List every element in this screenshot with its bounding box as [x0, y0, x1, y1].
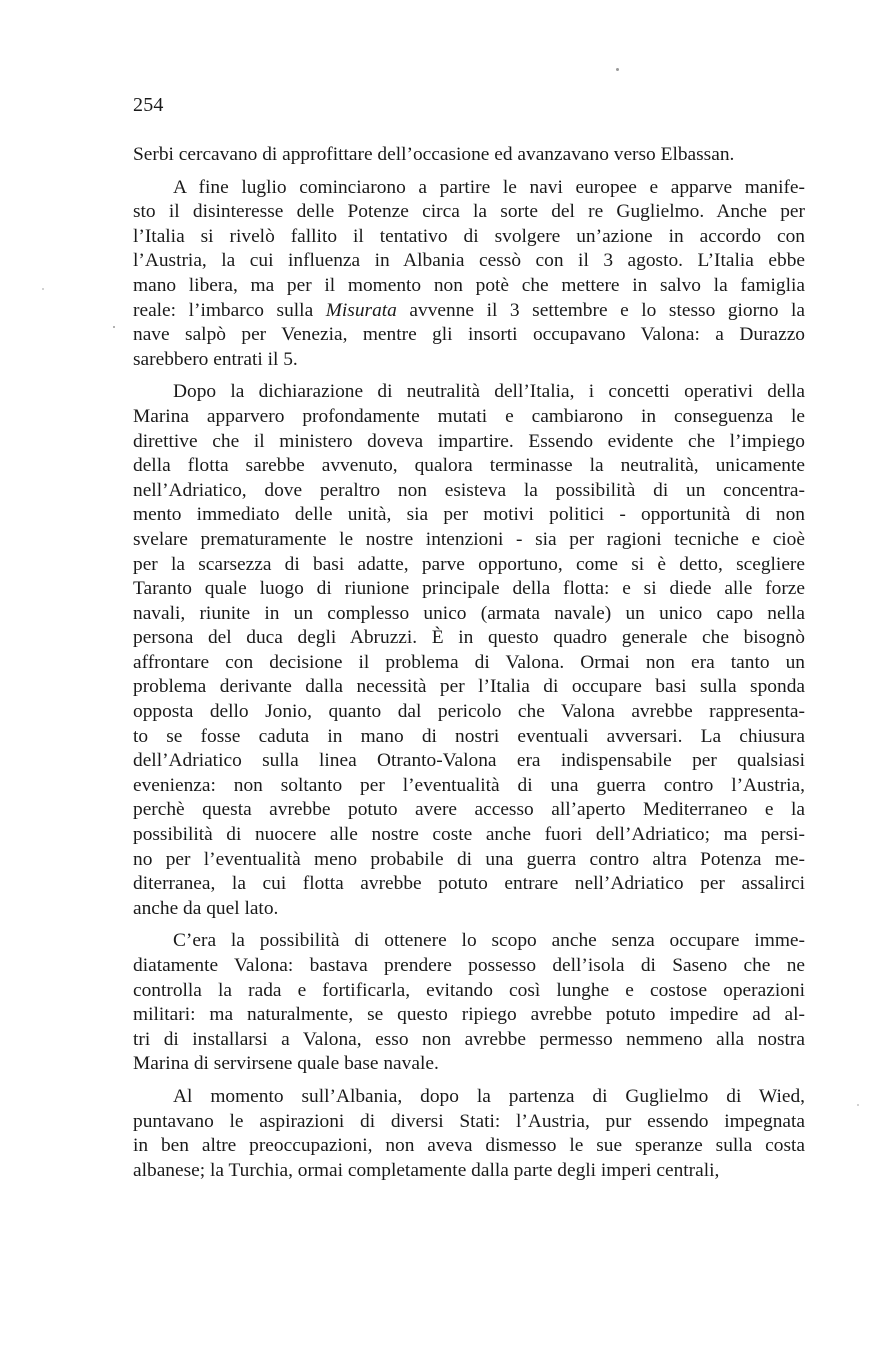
text-line: sarebbero entrati il 5. — [133, 348, 298, 370]
italic-ship-name: Misurata — [325, 299, 397, 321]
text-line: sto il disinteresse delle Potenze circa la sorte del re Guglielmo. Anche per — [133, 201, 805, 223]
paragraph — [133, 176, 805, 373]
text-line: possibilità di nuocere alle nostre coste anche fuori dell’Adriatico; ma persi- — [133, 824, 805, 846]
text-line: perchè questa avrebbe potuto avere accesso all’aperto Mediterraneo e la — [133, 799, 805, 821]
text-line: l’Austria, la cui influenza in Albania cessò con il 3 agosto. L’Italia ebbe — [133, 250, 805, 272]
text-line: to se fosse caduta in mano di nostri eventuali avversari. La chiusura — [133, 725, 805, 747]
page-number: 254 — [133, 94, 164, 116]
text-line: Al momento sull’Albania, dopo la partenza di Guglielmo di Wied, — [173, 1085, 805, 1107]
paragraph — [133, 380, 805, 921]
text-line: mento immediato delle unità, sia per motivi politici - opportunità di non — [133, 504, 805, 526]
text-line: direttive che il ministero doveva impartire. Essendo evidente che l’impiego — [133, 430, 805, 452]
text-line: controlla la rada e fortificarla, evitando così lunghe e costose operazioni — [133, 979, 805, 1001]
text-line: reale: l’imbarco sulla Misurata avvenne il 3 settembre e lo stesso giorno la — [133, 299, 806, 321]
text-line: tri di installarsi a Valona, esso non avrebbe permesso nemmeno alla nostra — [133, 1028, 805, 1050]
text-line: dell’Adriatico sulla linea Otranto-Valona era indispensabile per qualsiasi — [133, 750, 805, 772]
text-line: persona del duca degli Abruzzi. È in questo quadro generale che bisognò — [133, 627, 805, 649]
text-line: Taranto quale luogo di riunione principale della flotta: e si diede alle forze — [133, 578, 805, 600]
text-line: per la scarsezza di basi adatte, parve opportuno, come si è detto, scegliere — [133, 553, 805, 575]
text-line: diatamente Valona: bastava prendere possesso dell’isola di Saseno che ne — [133, 955, 805, 976]
paragraph — [133, 143, 805, 168]
text-line: diterranea, la cui flotta avrebbe potuto entrare nell’Adriatico per assalirci — [133, 873, 805, 895]
paragraph — [133, 1085, 805, 1183]
text-line: evenienza: non soltanto per l’eventualità di una guerra contro l’Austria, — [133, 774, 805, 796]
scan-speck — [857, 1104, 859, 1106]
scan-speck — [616, 68, 619, 71]
text-line: C’era la possibilità di ottenere lo scopo anche senza occupare imme- — [173, 930, 805, 952]
text-line: nell’Adriatico, dove peraltro non esisteva la possibilità di un concentra- — [133, 479, 805, 501]
text-line: affrontare con decisione il problema di Valona. Ormai non era tanto un — [133, 651, 805, 673]
text-line: Marina di servirsene quale base navale. — [133, 1053, 439, 1075]
text-line: opposta dello Jonio, quanto dal pericolo che Valona avrebbe rappresenta- — [133, 701, 805, 723]
text-line: navali, riunite in un complesso unico (armata navale) un unico capo nella — [133, 602, 805, 624]
text-line: puntavano le aspirazioni di diversi Stati: l’Austria, pur essendo impegnata — [133, 1110, 805, 1132]
text-line: militari: ma naturalmente, se questo ripiego avrebbe potuto impedire ad al- — [133, 1004, 805, 1026]
text-line: l’Italia si rivelò fallito il tentativo di svolgere un’azione in accordo con — [133, 225, 805, 247]
text-line: albanese; la Turchia, ormai completamente dalla parte degli imperi centrali, — [133, 1159, 720, 1181]
text-line: mano libera, ma per il momento non potè che mettere in salvo la famiglia — [133, 274, 805, 296]
text-line: A fine luglio cominciarono a partire le navi europee e apparve manife- — [173, 176, 805, 198]
text-line: Dopo la dichiarazione di neutralità dell’Italia, i concetti operativi della — [173, 381, 805, 403]
text-line: no per l’eventualità meno probabile di una guerra contro altra Potenza me- — [133, 848, 805, 870]
scan-speck — [113, 326, 115, 328]
text-line: svelare prematuramente le nostre intenzioni - sia per ragioni tecniche e cioè — [133, 528, 805, 550]
paragraph — [133, 929, 805, 1077]
text-line: in ben altre preoccupazioni, non aveva dismesso le sue speranze sulla costa — [133, 1135, 805, 1157]
text-line: anche da quel lato. — [133, 897, 279, 919]
text-line: Serbi cercavano di approfittare dell’occasione ed avanzavano verso Elbassan. — [133, 144, 735, 165]
text-line: nave salpò per Venezia, mentre gli insorti occupavano Valona: a Durazzo — [133, 324, 805, 346]
scan-speck — [42, 288, 44, 290]
text-line: della flotta sarebbe avvenuto, qualora terminasse la neutralità, unicamente — [133, 455, 805, 477]
text-line: Marina apparvero profondamente mutati e cambiarono in conseguenza le — [133, 405, 805, 427]
body-text — [133, 143, 805, 1191]
text-line: problema derivante dalla necessità per l’Italia di occupare basi sulla sponda — [133, 676, 805, 698]
